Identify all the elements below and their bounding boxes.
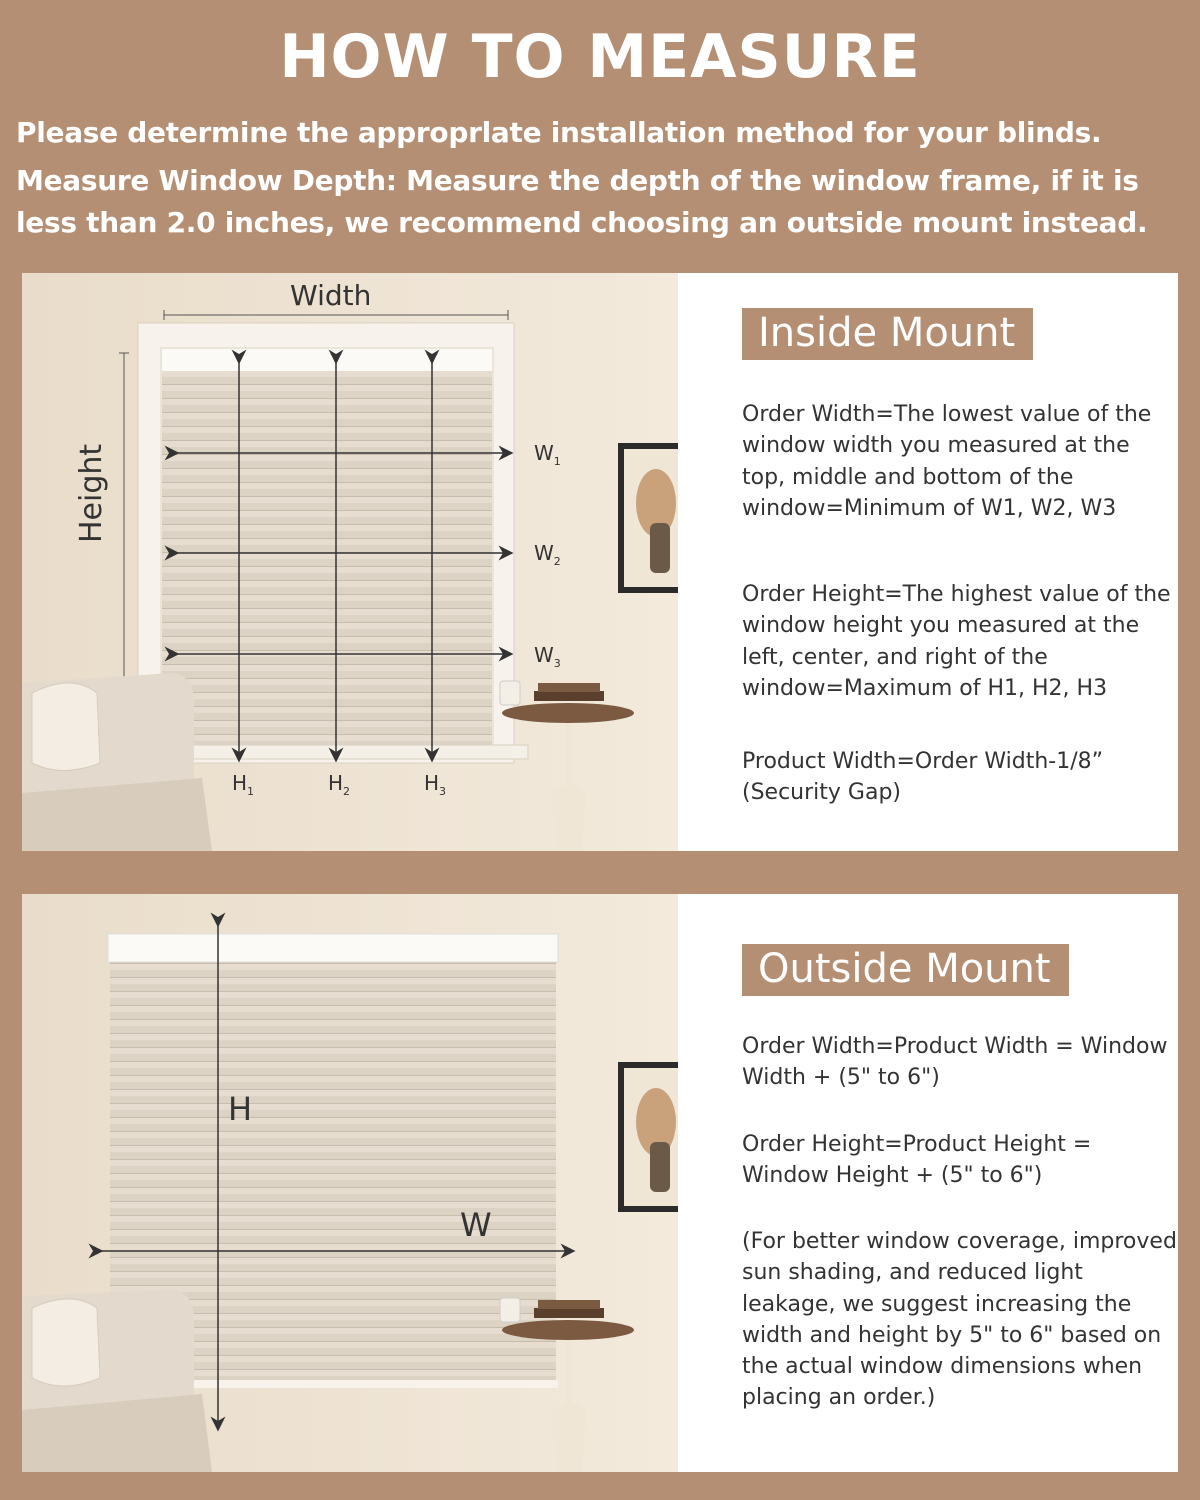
outside-order-height-text: Order Height=Product Height = Window Height + (5" to 6") [742, 1132, 1092, 1189]
h3-label: $H_3$ [424, 771, 447, 798]
page-title: HOW TO MEASURE [279, 22, 921, 92]
width-label: Width [290, 279, 372, 312]
outside-mount-scene-svg [22, 894, 678, 1472]
w1-label: $W_1$ [534, 441, 561, 468]
intro-line-1: Please determine the approprlate installation method for your blinds. [16, 116, 1102, 149]
inside-mount-panel [22, 273, 1178, 851]
w2-label: $W_2$ [534, 541, 561, 568]
outside-mount-panel [22, 894, 1178, 1472]
height-label: Height [74, 443, 109, 543]
outside-order-width-text: Order Width=Product Width = Window Width + (5" to 6") [742, 1034, 1168, 1091]
outside-w-label: W [460, 1206, 492, 1244]
h2-label: $H_2$ [328, 771, 351, 798]
outside-mount-illustration [22, 894, 678, 1472]
outside-mount-heading: Outside Mount [742, 944, 1069, 996]
inside-mount-illustration [22, 273, 678, 851]
w3-label: $W_3$ [534, 643, 561, 670]
inside-mount-heading: Inside Mount [742, 308, 1033, 360]
inside-order-height-text: Order Height=The highest value of the window height you measured at the left, center, and right of the window=Maximum of H1, H2, H3 [742, 582, 1171, 701]
intro-line-2: Measure Window Depth: Measure the depth of the window frame, if it is less than 2.0 inches, we recommend choosing an outside mount instead. [16, 164, 1148, 239]
inside-order-width-text: Order Width=The lowest value of the window width you measured at the top, middle and bottom of the window=Minimum of W1, W2, W3 [742, 402, 1152, 521]
inside-mount-scene-svg [22, 273, 678, 851]
outside-h-label: H [228, 1090, 253, 1128]
outside-coverage-note: (For better window coverage, improved sun shading, and reduced light leakage, we suggest increasing the width and height by 5" to 6" based on the actual window dimensions when placing an order.) [742, 1229, 1177, 1411]
inside-product-width-text: Product Width=Order Width-1/8” (Security Gap) [742, 749, 1104, 806]
h1-label: $H_1$ [232, 771, 255, 798]
